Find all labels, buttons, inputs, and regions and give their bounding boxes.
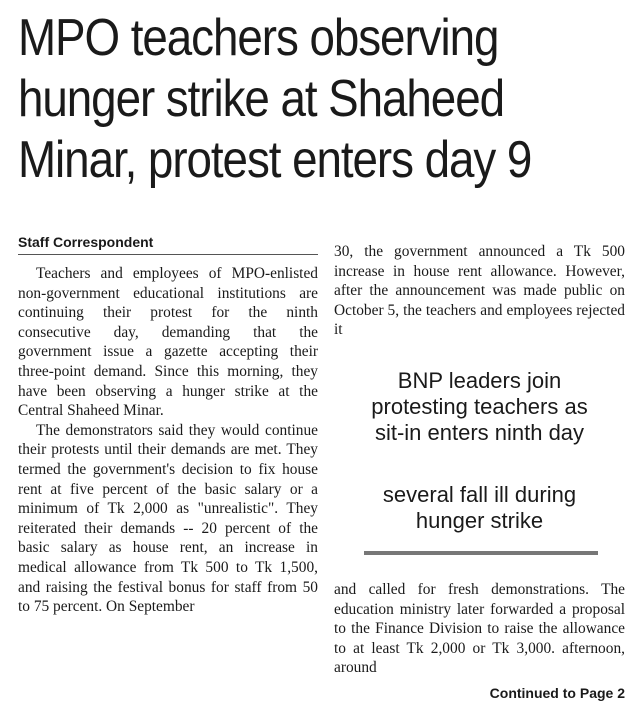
article-paragraph-4: and called for fresh demonstrations. The education ministry later forwarded a proposal to the Finance Division to raise the allowance to at least Tk 2,000 or Tk 3,000. afternoon, around [334,581,625,677]
article-column-right-top [334,242,625,340]
subheadline-bnp [334,368,625,446]
article-paragraph-2: The demonstrators said they would continue their protests until their demands are met. They termed the government's decision to fix house rent at five percent of the basic salary or a minimum of Tk 2,000 as "unrealistic". They reiterated their demands -- 20 percent of the basic salary as house rent, an increase in medical allowance from Tk 500 to Tk 1,500, and raising the festival bonus for staff from 50 to 75 percent. On September [18,421,318,616]
headline-line-1: MPO teachers observing [18,9,499,67]
subheadline-bnp-line-3: sit-in enters ninth day [374,420,585,445]
headline [18,8,555,191]
headline-line-3: Minar, protest enters day 9 [18,131,532,189]
continued-link[interactable]: Continued to Page 2 [489,685,625,701]
subheadline-bnp-line-1: BNP leaders join [397,368,562,393]
article-paragraph-3: 30, the government announced a Tk 500 increase in house rent allowance. However, after the announcement was made public on October 5, the teachers and employees rejected it [334,243,625,339]
headline-line-2: hunger strike at Shaheed [18,70,504,128]
subheadline-ill-line-2: hunger strike [415,508,544,533]
article-column-left [18,264,318,617]
subheadline-ill-line-1: several fall ill during [382,482,577,507]
subheadline-ill [334,482,625,534]
byline-divider [18,254,318,255]
article-column-right-bottom [334,580,625,678]
article-paragraph-1: Teachers and employees of MPO-enlisted non-government educational institutions are continuing their protest for the ninth consecutive day, demanding that the government issue a gazette accepting their three-point demand. Since this morning, they have been observing a hunger strike at the Central Shaheed Minar. [18,265,318,420]
subheadline-bnp-line-2: protesting teachers as [371,394,588,419]
byline: Staff Correspondent [18,234,154,250]
subheadline-divider [364,551,598,555]
